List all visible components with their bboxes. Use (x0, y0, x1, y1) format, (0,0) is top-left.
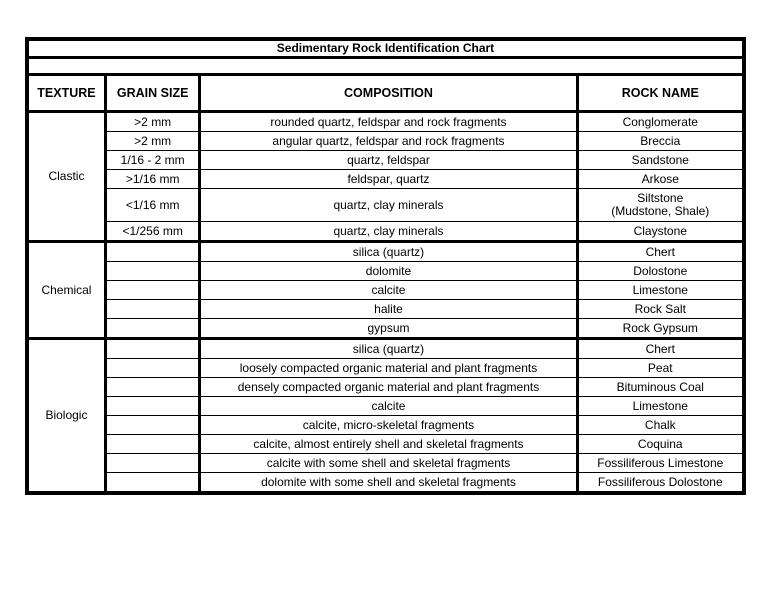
table-title: Sedimentary Rock Identification Chart (27, 39, 744, 58)
rock-name-text: Dolostone (633, 263, 688, 278)
rock-name-cell (577, 359, 744, 378)
composition-cell: silica (quartz) (200, 242, 577, 262)
rock-name-text: Limestone (632, 398, 688, 413)
header-composition: COMPOSITION (200, 75, 577, 112)
rock-name-cell (577, 300, 744, 319)
rock-name-cell (577, 378, 744, 397)
texture-cell: Biologic (27, 339, 105, 494)
composition-cell: rounded quartz, feldspar and rock fragments (200, 112, 577, 132)
table-row (27, 397, 744, 416)
table-row (27, 281, 744, 300)
table-row (27, 151, 744, 170)
rock-name-text: Limestone (632, 282, 688, 297)
rock-name-text: Siltstone (637, 191, 684, 205)
sedimentary-rock-table (25, 37, 746, 495)
composition-cell: calcite, micro-skeletal fragments (200, 416, 577, 435)
composition-cell: angular quartz, feldspar and rock fragments (200, 132, 577, 151)
table-row (27, 262, 744, 281)
rock-name-cell (577, 222, 744, 242)
title-spacer (27, 58, 744, 75)
rock-name-text: Fossiliferous Dolostone (597, 474, 723, 489)
rock-name-cell (577, 170, 744, 189)
composition-cell: gypsum (200, 319, 577, 339)
rock-name-text: Sandstone (631, 152, 689, 167)
grain-size-cell (105, 416, 200, 435)
composition-cell: dolomite (200, 262, 577, 281)
rock-name-cell (577, 242, 744, 262)
rock-name-text: Chert (645, 341, 675, 356)
table-row (27, 222, 744, 242)
rock-name-cell (577, 319, 744, 339)
grain-size-cell (105, 242, 200, 262)
rock-name-cell (577, 262, 744, 281)
table-row (27, 339, 744, 359)
grain-size-cell: >2 mm (105, 112, 200, 132)
grain-size-cell (105, 281, 200, 300)
header-row (27, 75, 744, 112)
table-row (27, 132, 744, 151)
grain-size-cell (105, 359, 200, 378)
grain-size-cell (105, 397, 200, 416)
grain-size-cell: <1/16 mm (105, 189, 200, 222)
rock-name-cell (577, 473, 744, 494)
rock-name-cell (577, 189, 744, 222)
table-row (27, 319, 744, 339)
rock-name-cell (577, 151, 744, 170)
composition-cell: silica (quartz) (200, 339, 577, 359)
composition-cell: dolomite with some shell and skeletal fragments (200, 473, 577, 494)
rock-name-cell (577, 281, 744, 300)
table-row (27, 416, 744, 435)
grain-size-cell: >2 mm (105, 132, 200, 151)
rock-name-text: Arkose (641, 171, 679, 186)
composition-cell: quartz, feldspar (200, 151, 577, 170)
composition-cell: calcite, almost entirely shell and skeletal fragments (200, 435, 577, 454)
composition-cell: quartz, clay minerals (200, 189, 577, 222)
grain-size-cell (105, 262, 200, 281)
header-rock-name: ROCK NAME (577, 75, 744, 112)
rock-name-cell (577, 132, 744, 151)
texture-cell: Clastic (27, 112, 105, 242)
rock-name-cell (577, 435, 744, 454)
table-row (27, 300, 744, 319)
table-row (27, 473, 744, 494)
rock-name-text: Chert (645, 244, 675, 259)
rock-name-text: Fossiliferous Limestone (597, 455, 724, 470)
grain-size-cell (105, 473, 200, 494)
table-row (27, 454, 744, 473)
rock-name-text: Peat (647, 360, 673, 375)
composition-cell: halite (200, 300, 577, 319)
rock-name-text: Chalk (644, 417, 676, 432)
rock-name-text: Claystone (633, 223, 687, 238)
table-row (27, 378, 744, 397)
composition-cell: quartz, clay minerals (200, 222, 577, 242)
composition-cell: densely compacted organic material and plant fragments (200, 378, 577, 397)
header-texture: TEXTURE (27, 75, 105, 112)
grain-size-cell (105, 300, 200, 319)
grain-size-cell: <1/256 mm (105, 222, 200, 242)
rock-name-cell (577, 454, 744, 473)
composition-cell: calcite (200, 281, 577, 300)
grain-size-cell (105, 435, 200, 454)
table-row (27, 112, 744, 132)
rock-name-text: Conglomerate (622, 114, 698, 129)
composition-cell: calcite with some shell and skeletal fragments (200, 454, 577, 473)
grain-size-cell: 1/16 - 2 mm (105, 151, 200, 170)
composition-cell: loosely compacted organic material and plant fragments (200, 359, 577, 378)
rock-name-cell (577, 112, 744, 132)
header-grain-size: GRAIN SIZE (105, 75, 200, 112)
rock-name-alt-text: (Mudstone, Shale) (611, 204, 710, 218)
grain-size-cell: >1/16 mm (105, 170, 200, 189)
composition-cell: feldspar, quartz (200, 170, 577, 189)
rock-name-text: Coquina (637, 436, 683, 451)
grain-size-cell (105, 319, 200, 339)
rock-name-text: Breccia (640, 133, 681, 148)
grain-size-cell (105, 454, 200, 473)
table-row (27, 242, 744, 262)
rock-name-text: Rock Gypsum (622, 320, 698, 335)
rock-name-cell (577, 416, 744, 435)
table-row (27, 435, 744, 454)
composition-cell: calcite (200, 397, 577, 416)
rock-name-text: Rock Salt (634, 301, 686, 316)
rock-name-text: Bituminous Coal (616, 379, 704, 394)
table-row (27, 189, 744, 222)
grain-size-cell (105, 378, 200, 397)
rock-name-cell (577, 397, 744, 416)
table-row (27, 359, 744, 378)
grain-size-cell (105, 339, 200, 359)
rock-name-cell (577, 339, 744, 359)
texture-cell: Chemical (27, 242, 105, 339)
table-row (27, 170, 744, 189)
